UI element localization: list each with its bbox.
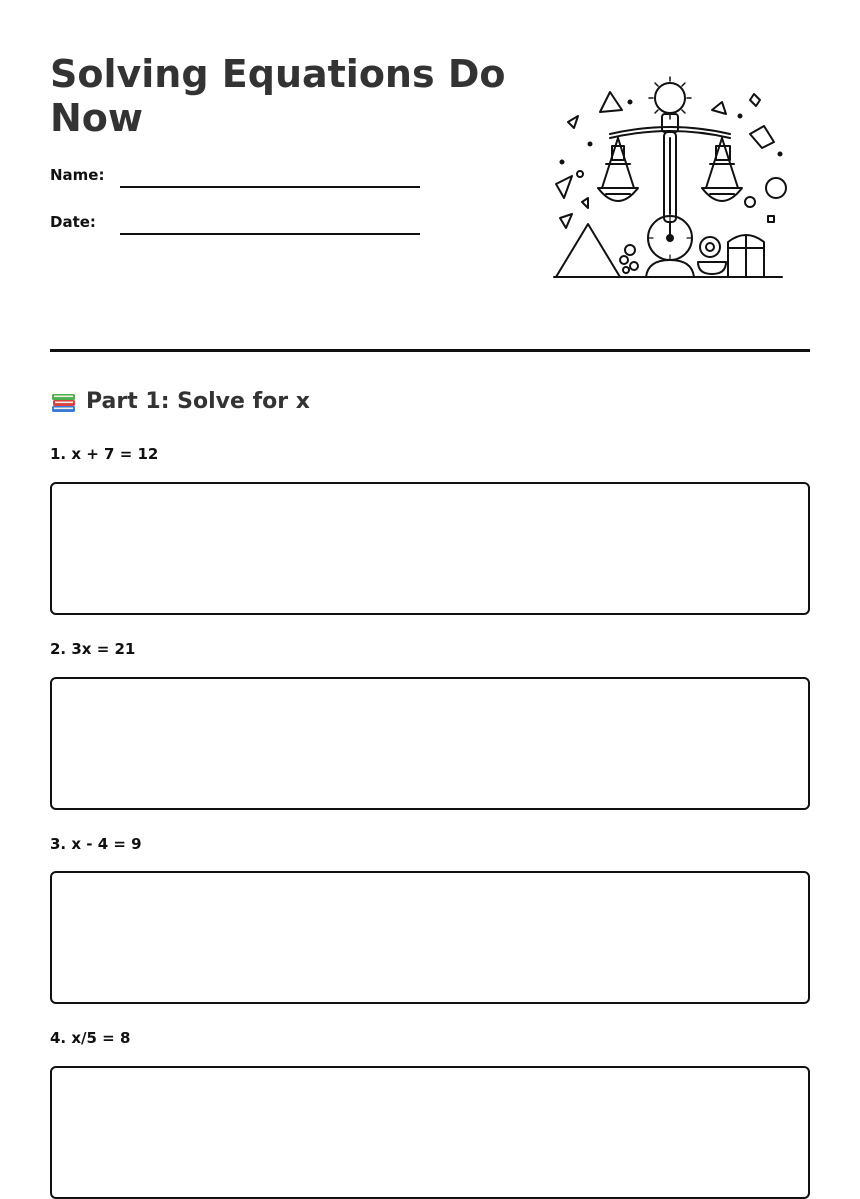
question-label-4: 4. x/5 = 8 — [50, 1029, 131, 1047]
date-field[interactable] — [50, 211, 420, 235]
answer-box-4[interactable] — [50, 1066, 810, 1199]
name-line[interactable] — [120, 186, 420, 188]
date-label: Date: — [50, 213, 96, 231]
question-label-2: 2. 3x = 21 — [50, 640, 136, 658]
page-title: Solving Equations Do Now — [50, 52, 506, 140]
question-label-3: 3. x - 4 = 9 — [50, 835, 142, 853]
name-field[interactable] — [50, 164, 420, 188]
date-line[interactable] — [120, 233, 420, 235]
worksheet-header — [50, 0, 810, 352]
books-icon — [50, 388, 77, 415]
header-divider — [50, 349, 810, 352]
section-heading — [50, 388, 310, 415]
answer-box-1[interactable] — [50, 482, 810, 615]
name-label: Name: — [50, 166, 105, 184]
worksheet-page — [50, 0, 810, 1047]
balance-scale-icon — [550, 72, 790, 284]
answer-box-2[interactable] — [50, 677, 810, 810]
section-title: Part 1: Solve for x — [86, 389, 310, 414]
answer-box-3[interactable] — [50, 871, 810, 1004]
question-label-1: 1. x + 7 = 12 — [50, 445, 159, 463]
